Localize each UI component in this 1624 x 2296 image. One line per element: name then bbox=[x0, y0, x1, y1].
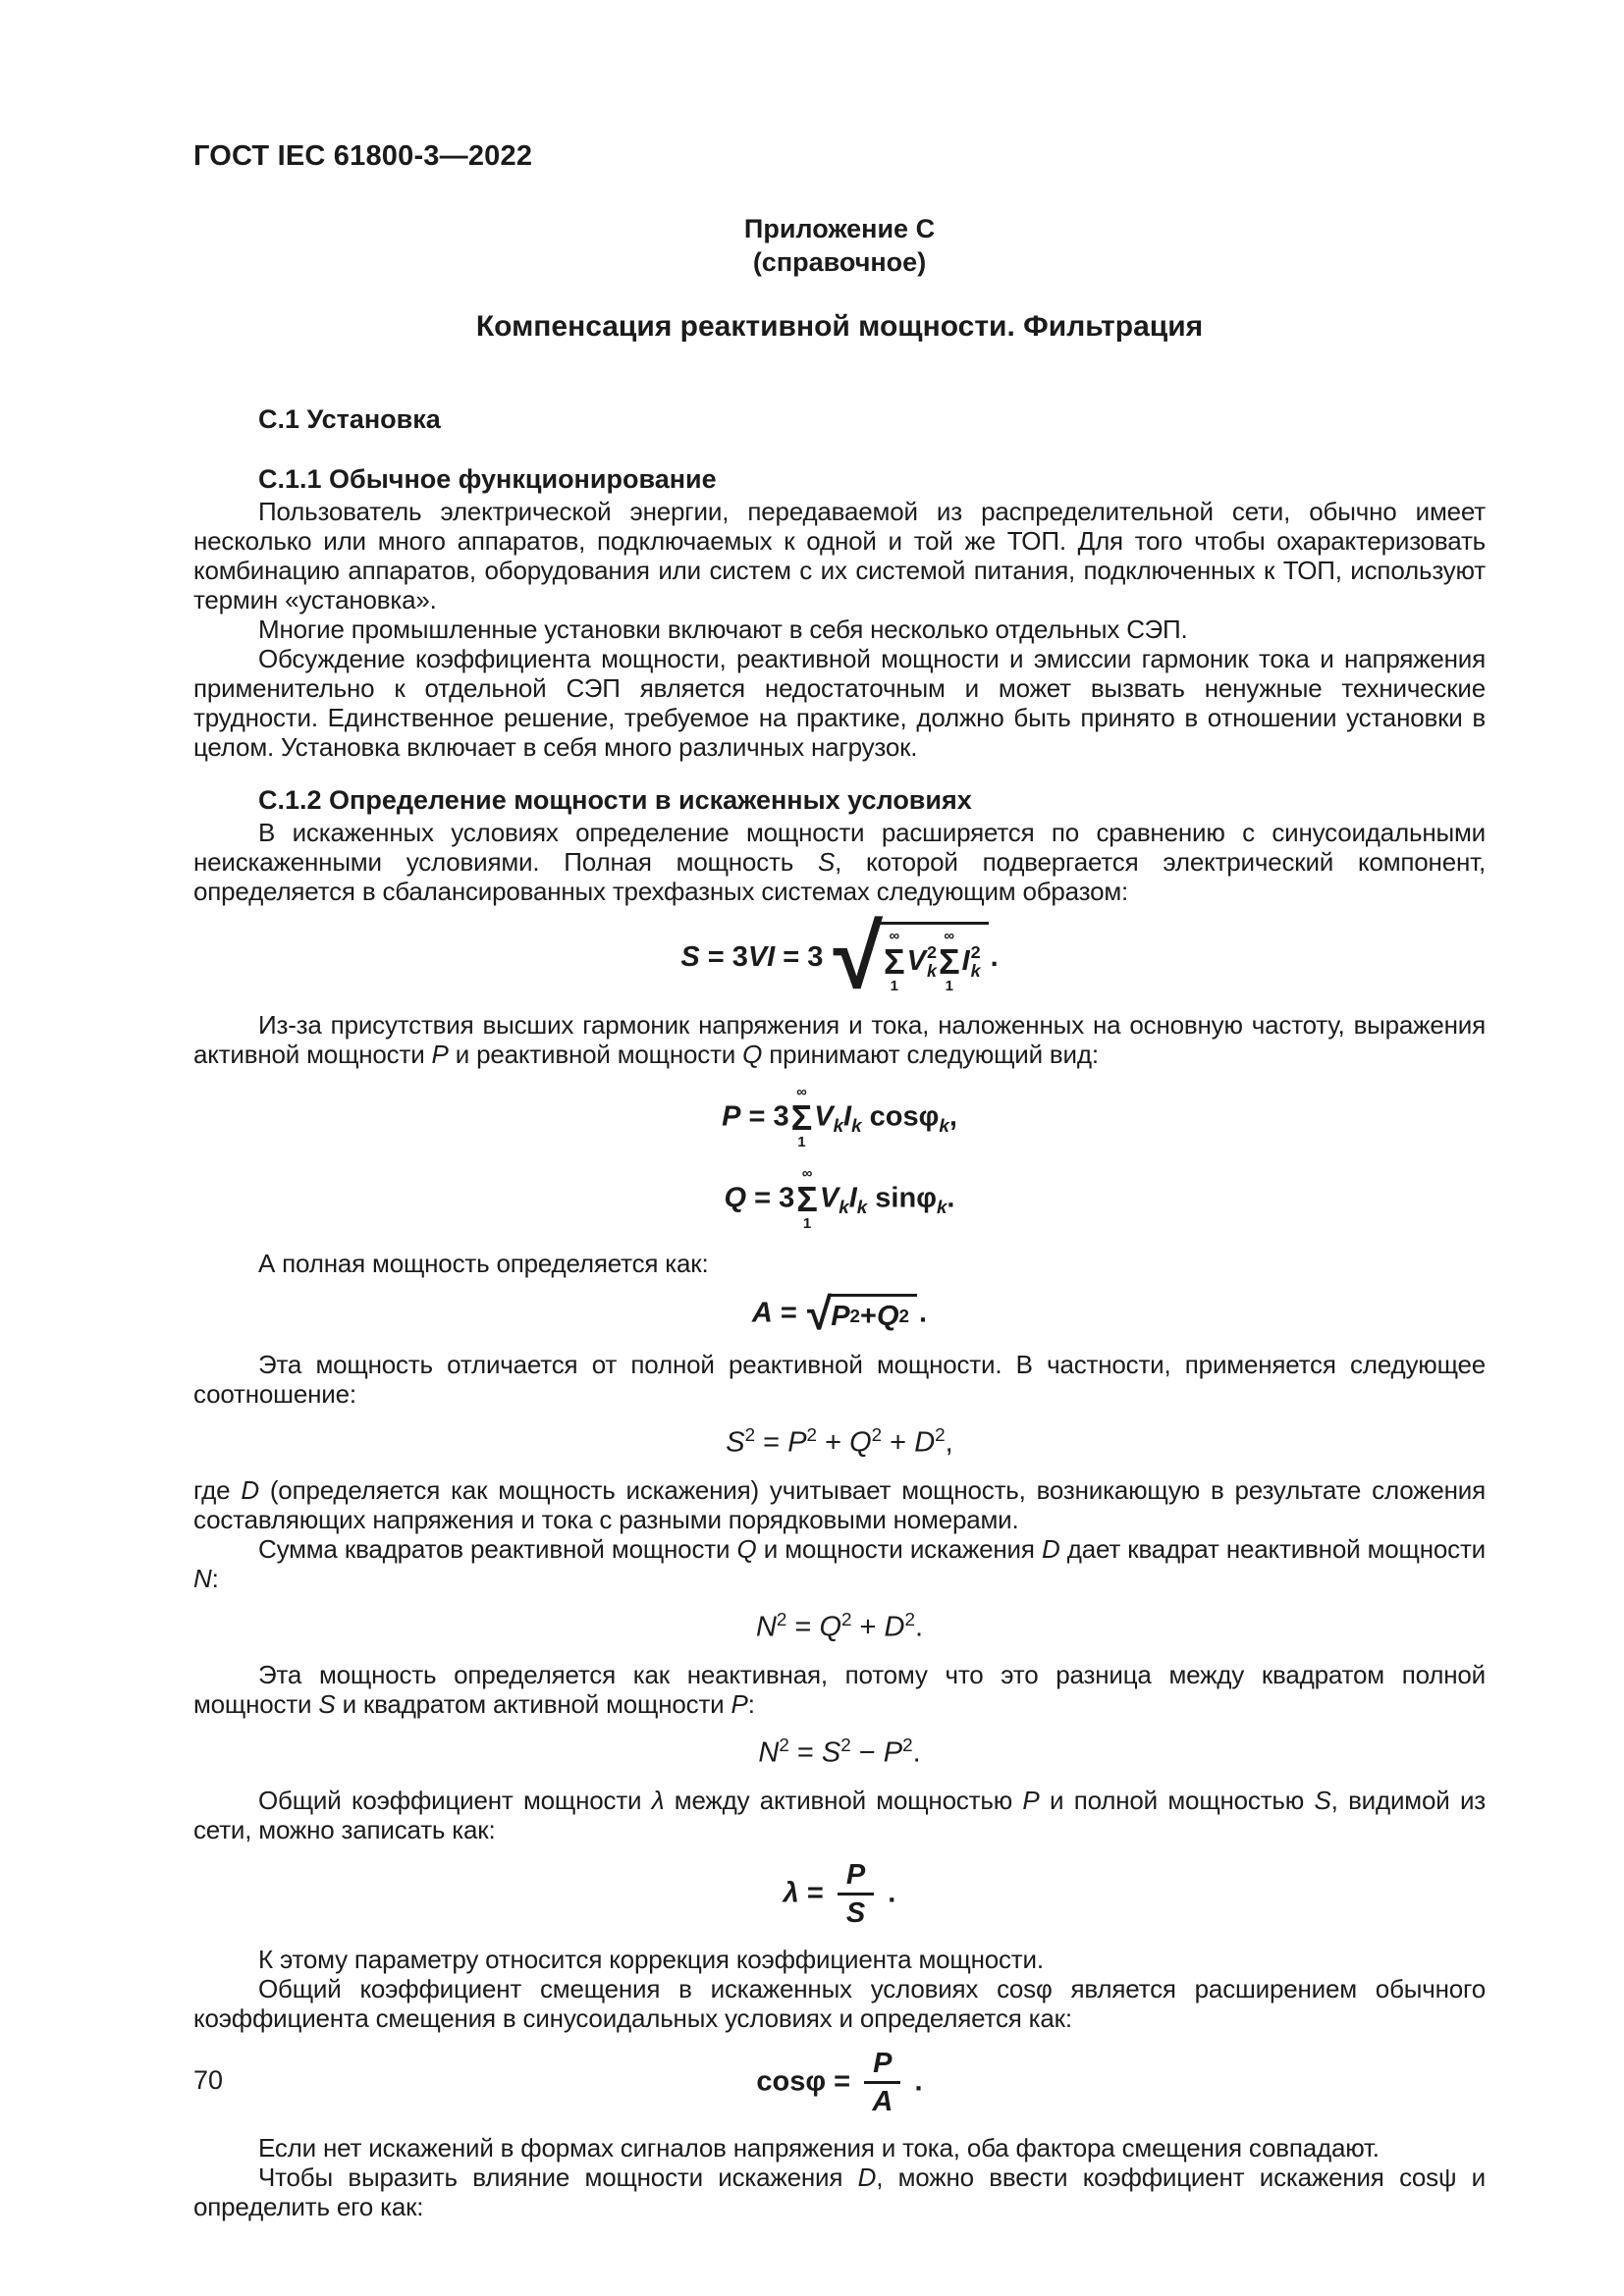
page-content bbox=[193, 140, 1486, 2221]
paragraph: Пользователь электрической энергии, передаваемой из распределительной сети, обычно имеет несколько или много аппаратов, подключаемых к одной и той же ТОП. Для того чтобы охарактеризовать комбинацию аппаратов, оборудования или систем с их системой питания, подключенных к ТОП, используют термин «установка». bbox=[193, 497, 1486, 614]
appendix-note: (справочное) bbox=[752, 247, 927, 277]
appendix-title: Компенсация реактивной мощности. Фильтрация bbox=[475, 310, 1204, 343]
standard-number: ГОСТ IEC 61800-3—2022 bbox=[193, 140, 533, 172]
paragraph: Многие промышленные установки включают в себя несколько отдельных СЭП. bbox=[258, 614, 1188, 644]
page-number: 70 bbox=[193, 2065, 224, 2095]
paragraph: Обсуждение коэффициента мощности, реактивной мощности и эмиссии гармоник тока и напряжения применительно к отдельной СЭП является недостаточным и может вызвать ненужные технические трудности. Единственное решение, требуемое на практике, должно быть принято в отношении установки в целом. Установка включает в себя много различных нагрузок. bbox=[193, 644, 1486, 762]
paragraph: Эта мощность определяется как неактивная, потому что это разница между квадратом полной мощности S и квадратом активной мощности P: bbox=[193, 1659, 1486, 1719]
paragraph: А полная мощность определяется как: bbox=[258, 1248, 709, 1278]
paragraph: К этому параметру относится коррекция коэффициента мощности. bbox=[258, 1944, 1044, 1974]
formula-cos-phi: cosφ = $\frac{P}{A}$ . bbox=[756, 2047, 923, 2118]
formula-a-power: A = √ P 2 + Q 2 . bbox=[751, 1287, 928, 1339]
paragraph: где D (определяется как мощность искажения) учитывает мощность, возникающую в результате сложения составляющих напряжения и тока с разными порядковыми номерами. bbox=[193, 1474, 1486, 1534]
paragraph: Общий коэффициент смещения в искаженных условиях cosφ является расширением обычного коэффициента смещения в синусоидальных условиях и определяется как: bbox=[193, 1973, 1486, 2033]
formula-reactive-power: Q = 3 ∞ Σ 1 $V_kI_k$ sinφ$_k$. bbox=[724, 1165, 955, 1233]
formula-apparent-power: S = 3VI = 3 √ ∞ Σ 1 V 2 k ∞ Σ 1 I 2 k . bbox=[680, 907, 999, 1007]
paragraph: Если нет искажений в формах сигналов напряжения и тока, оба фактора смещения совпадают. bbox=[258, 2132, 1380, 2163]
paragraph: Эта мощность отличается от полной реактивной мощности. В частности, применяется следующее соотношение: bbox=[193, 1349, 1486, 1409]
paragraph: Из-за присутствия высших гармоник напряжения и тока, наложенных на основную частоту, выражения активной мощности P и реактивной мощности Q принимают следующий вид: bbox=[193, 1010, 1486, 1070]
heading-c1: С.1 Установка bbox=[258, 404, 441, 434]
formula-active-power: P = 3 ∞ Σ 1 $V_kI_k$ cosφ$_k$, bbox=[722, 1084, 957, 1150]
appendix-label: Приложение С bbox=[743, 214, 936, 243]
formula-s-squared: $S^2 = P^2 + Q^2 + D^2$, bbox=[726, 1423, 953, 1459]
paragraph: Общий коэффициент мощности λ между активной мощностью P и полной мощностью S, видимой из сети, можно записать как: bbox=[193, 1785, 1486, 1844]
heading-c11: С.1.1 Обычное функционирование bbox=[258, 464, 717, 494]
paragraph: Чтобы выразить влияние мощности искажения D, можно ввести коэффициент искажения cosψ и определить его как: bbox=[193, 2162, 1486, 2221]
formula-lambda: λ = $\frac{P}{S}$ . bbox=[783, 1858, 896, 1930]
heading-c12: С.1.2 Определение мощности в искаженных условиях bbox=[258, 785, 972, 815]
paragraph: В искаженных условиях определение мощности расширяется по сравнению с синусоидальными неискаженными условиями. Полная мощность S, которой подвергается электрический компонент, определяется в сбалансированных трехфазных системах следующим образом: bbox=[193, 818, 1486, 906]
paragraph: Сумма квадратов реактивной мощности Q и мощности искажения D дает квадрат неактивной мощности N: bbox=[193, 1533, 1486, 1593]
formula-n-squared-sp: $N^2 = S^2 - P^2$. bbox=[758, 1734, 921, 1769]
formula-n-squared-qd: $N^2 = Q^2 + D^2$. bbox=[755, 1608, 924, 1643]
